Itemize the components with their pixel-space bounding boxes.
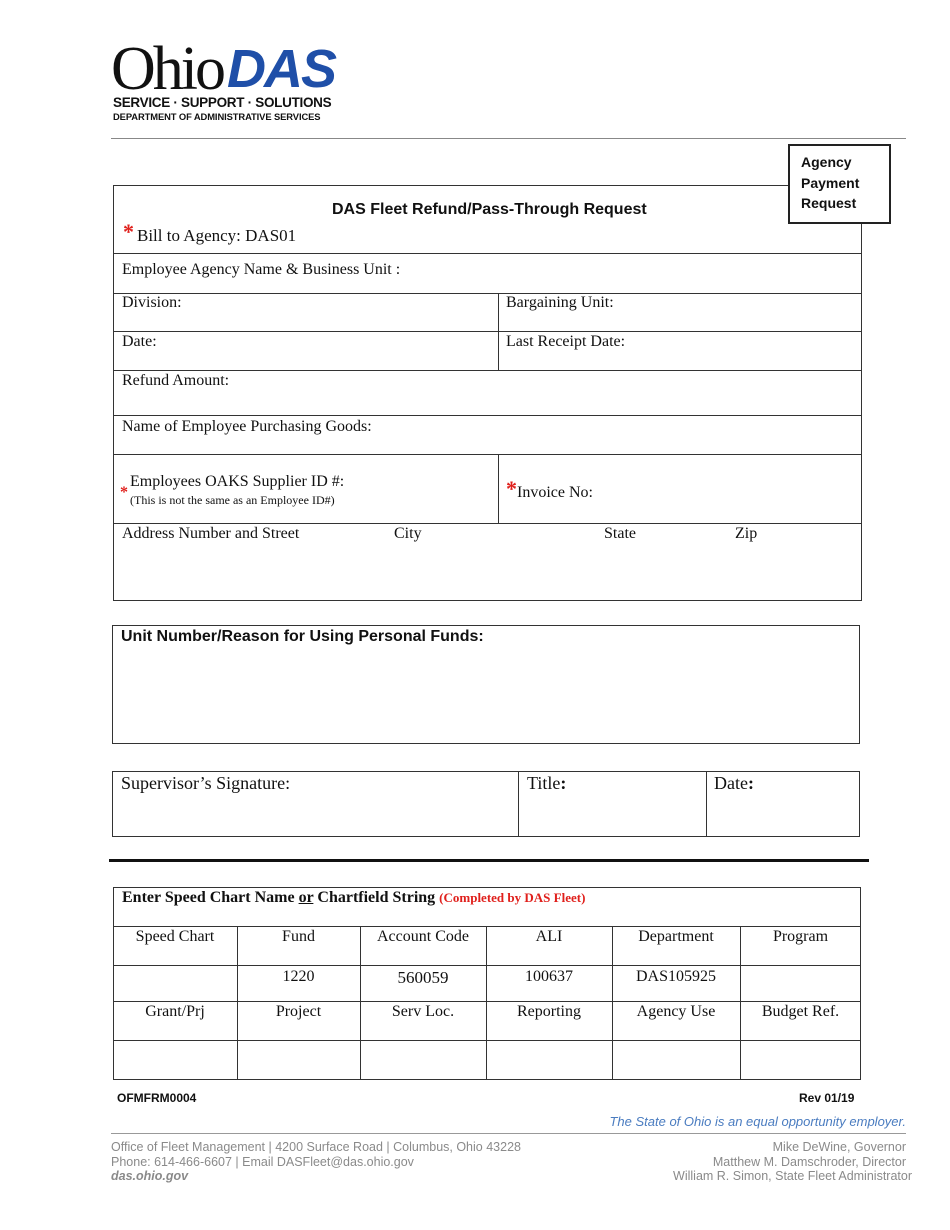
title-field[interactable] bbox=[527, 773, 566, 794]
value-project[interactable] bbox=[237, 1045, 360, 1075]
title-label: Title bbox=[527, 773, 561, 793]
value-serv-loc[interactable] bbox=[360, 1045, 486, 1075]
header-department: Department bbox=[638, 928, 714, 945]
division-field[interactable]: Division: bbox=[122, 294, 182, 311]
table-row-divider bbox=[113, 926, 861, 927]
agency-payment-request-badge bbox=[788, 144, 891, 224]
header-agency-use: Agency Use bbox=[636, 1003, 716, 1020]
header-speed-chart: Speed Chart bbox=[135, 928, 215, 945]
header-project: Project bbox=[275, 1003, 322, 1020]
speed-chart-heading bbox=[122, 889, 585, 907]
employee-agency-field[interactable]: Employee Agency Name & Business Unit : bbox=[122, 261, 401, 278]
invoice-no-field[interactable]: Invoice No: bbox=[517, 484, 593, 501]
column-divider bbox=[706, 771, 707, 837]
logo-tagline: SERVICE · SUPPORT · SOLUTIONS bbox=[113, 95, 332, 110]
row-divider bbox=[113, 253, 862, 254]
table-row-divider bbox=[113, 1040, 861, 1041]
value-reporting[interactable] bbox=[486, 1045, 612, 1075]
value-fund[interactable]: 1220 bbox=[282, 968, 315, 985]
badge-text: Agency Payment Request bbox=[801, 154, 860, 211]
state-field[interactable]: State bbox=[604, 525, 636, 542]
header-serv-loc: Serv Loc. bbox=[391, 1003, 455, 1020]
row-divider bbox=[113, 415, 862, 416]
supplier-id-field[interactable]: Employees OAKS Supplier ID #: bbox=[130, 473, 345, 490]
column-divider bbox=[498, 454, 499, 523]
ohio-das-logo bbox=[111, 35, 351, 124]
revision: Rev 01/19 bbox=[799, 1091, 855, 1105]
footer-governor: Mike DeWine, Governor bbox=[772, 1140, 906, 1154]
footer-address: Office of Fleet Management | 4200 Surface Road | Columbus, Ohio 43228 bbox=[111, 1140, 521, 1154]
table-row-divider bbox=[113, 965, 861, 966]
required-asterisk: * bbox=[506, 476, 517, 501]
signature-date-field[interactable] bbox=[714, 773, 754, 794]
logo-ohio-text: Ohio bbox=[111, 35, 223, 103]
address-field[interactable]: Address Number and Street bbox=[122, 525, 300, 542]
employee-purchasing-field[interactable]: Name of Employee Purchasing Goods: bbox=[122, 418, 372, 435]
reason-box[interactable] bbox=[112, 625, 860, 744]
heading-part-b: Chartfield String bbox=[313, 889, 440, 906]
last-receipt-date-field[interactable]: Last Receipt Date: bbox=[506, 333, 626, 350]
value-account-code[interactable]: 560059 bbox=[397, 968, 449, 987]
footer-contact: Phone: 614-466-6607 | Email DASFleet@das.ohio.gov bbox=[111, 1155, 414, 1169]
header-program: Program bbox=[772, 928, 829, 945]
zip-field[interactable]: Zip bbox=[735, 525, 758, 542]
logo-department: DEPARTMENT OF ADMINISTRATIVE SERVICES bbox=[113, 111, 321, 122]
date-field[interactable]: Date: bbox=[122, 333, 157, 350]
value-grant-prj[interactable] bbox=[113, 1045, 237, 1075]
header-budget-ref: Budget Ref. bbox=[761, 1003, 840, 1020]
header-ali: ALI bbox=[535, 928, 563, 945]
value-agency-use[interactable] bbox=[612, 1045, 740, 1075]
column-divider bbox=[498, 293, 499, 370]
required-asterisk: * bbox=[120, 484, 128, 501]
row-divider bbox=[113, 454, 862, 455]
header-grant-prj: Grant/Prj bbox=[145, 1003, 205, 1020]
form-title: DAS Fleet Refund/Pass-Through Request bbox=[332, 201, 647, 218]
date-colon: : bbox=[747, 773, 754, 793]
row-divider bbox=[113, 370, 862, 371]
row-divider bbox=[113, 293, 862, 294]
heading-or: or bbox=[298, 889, 314, 906]
header-reporting: Reporting bbox=[517, 1003, 581, 1020]
section-separator bbox=[109, 859, 869, 862]
date-label: Date bbox=[714, 773, 748, 793]
header-fund: Fund bbox=[282, 928, 315, 945]
city-field[interactable]: City bbox=[394, 525, 422, 542]
supervisor-signature-field[interactable]: Supervisor’s Signature: bbox=[121, 773, 291, 793]
table-row-divider bbox=[113, 1001, 861, 1002]
bill-to-agency[interactable]: Bill to Agency: DAS01 bbox=[137, 226, 297, 245]
column-divider bbox=[518, 771, 519, 837]
value-ali[interactable]: 100637 bbox=[525, 968, 573, 985]
title-colon: : bbox=[560, 773, 567, 793]
heading-part-a: Enter Speed Chart Name bbox=[122, 889, 299, 906]
required-asterisk: * bbox=[123, 219, 134, 244]
refund-amount-field[interactable]: Refund Amount: bbox=[122, 372, 230, 389]
footer-director: Matthew M. Damschroder, Director bbox=[712, 1155, 906, 1169]
row-divider bbox=[113, 331, 862, 332]
header-rule bbox=[111, 138, 906, 139]
row-divider bbox=[113, 523, 862, 524]
supplier-id-note: (This is not the same as an Employee ID#) bbox=[130, 493, 335, 507]
value-department[interactable]: DAS105925 bbox=[635, 968, 716, 985]
value-budget-ref[interactable] bbox=[740, 1045, 861, 1075]
logo-das-text: DAS bbox=[227, 39, 336, 99]
heading-note: (Completed by DAS Fleet) bbox=[439, 890, 586, 905]
reason-label: Unit Number/Reason for Using Personal Funds: bbox=[121, 628, 484, 645]
form-code: OFMFRM0004 bbox=[117, 1091, 197, 1105]
footer-rule bbox=[111, 1133, 906, 1134]
footer-administrator: William R. Simon, State Fleet Administrator bbox=[673, 1169, 912, 1183]
bargaining-unit-field[interactable]: Bargaining Unit: bbox=[506, 294, 614, 311]
equal-opportunity-statement: The State of Ohio is an equal opportunity employer. bbox=[609, 1114, 906, 1129]
footer-website[interactable]: das.ohio.gov bbox=[111, 1169, 189, 1183]
header-account-code: Account Code bbox=[377, 928, 469, 945]
